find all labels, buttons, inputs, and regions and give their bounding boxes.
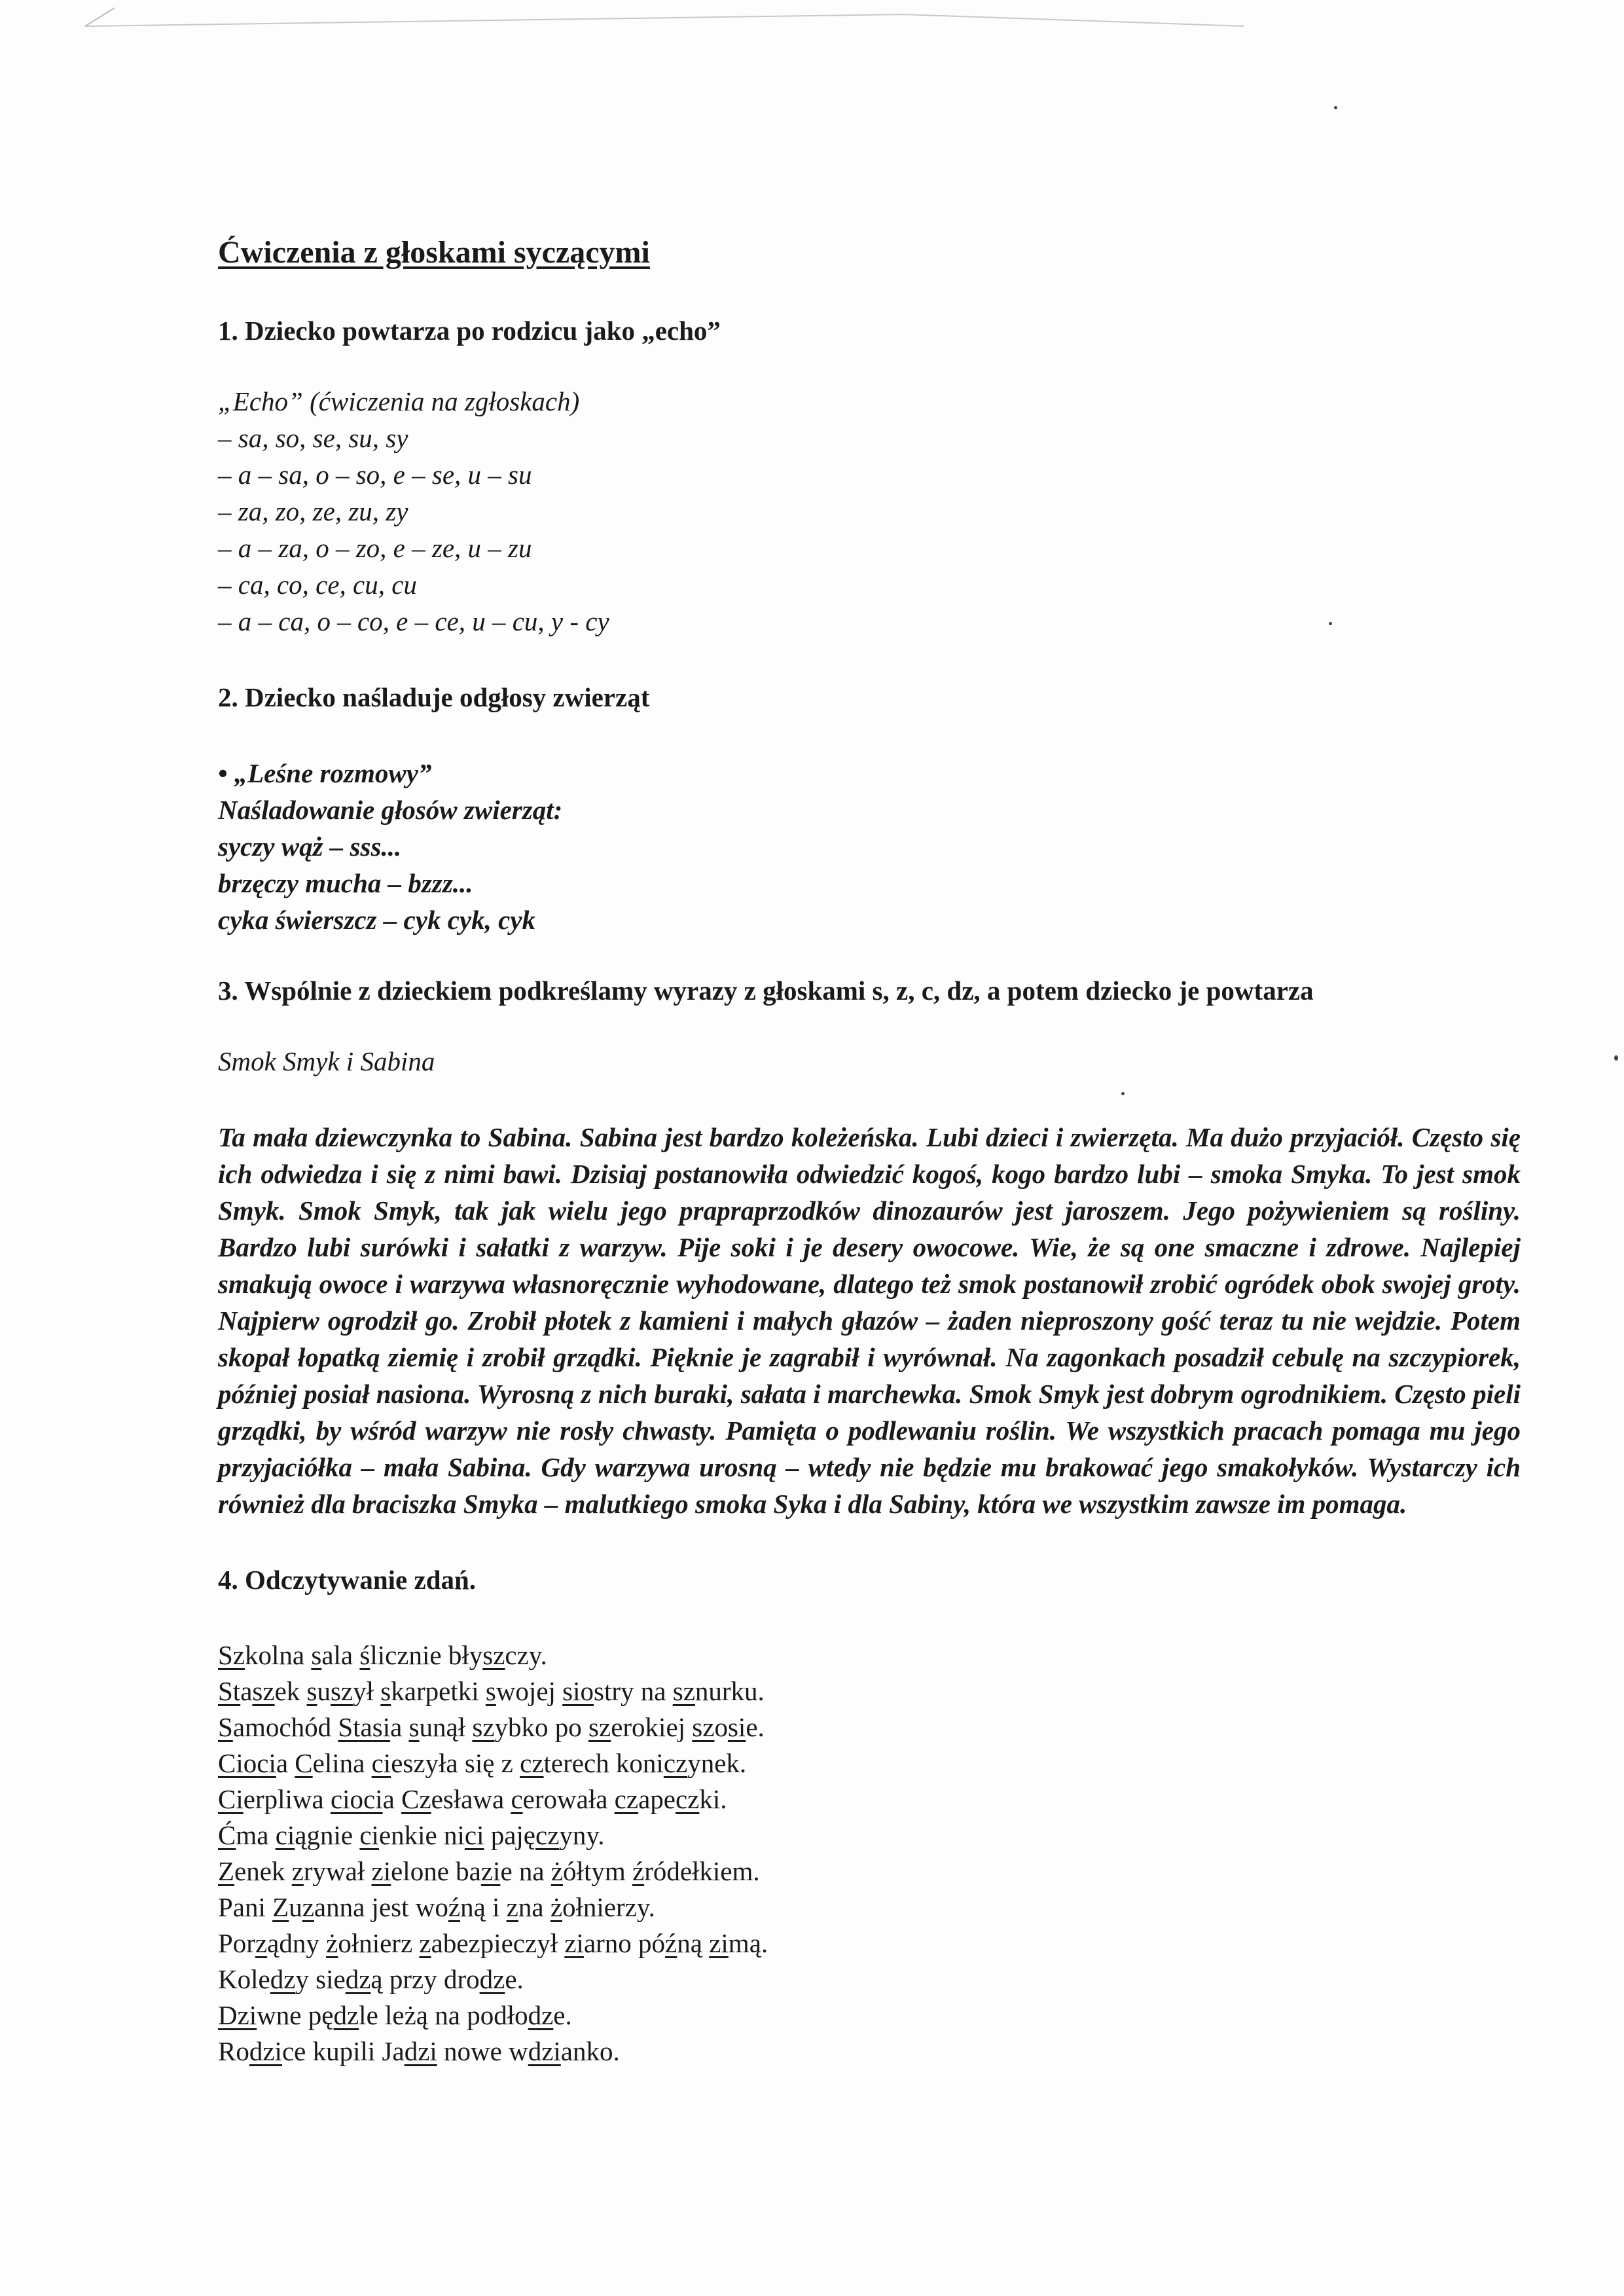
sentence-text: e na bbox=[500, 1856, 551, 1886]
sentence-text: e. bbox=[553, 2000, 572, 2030]
underlined-sound: cz bbox=[663, 1748, 688, 1778]
sentence-text: na bbox=[518, 1892, 550, 1922]
sentence-text: elone ba bbox=[391, 1856, 481, 1886]
document-body bbox=[218, 232, 1521, 2069]
section-4-heading: 4. Odczytywanie zdań. bbox=[218, 1565, 477, 1595]
reading-sentence bbox=[218, 1925, 1521, 1961]
underlined-sound: sz bbox=[472, 1712, 495, 1742]
sentence-text: ybko po bbox=[494, 1712, 589, 1742]
underlined-sound: Cz bbox=[401, 1784, 431, 1814]
underlined-sound: z bbox=[302, 1892, 314, 1922]
sentence-text: u bbox=[289, 1892, 302, 1922]
sentence-text: eszyła się z bbox=[391, 1748, 520, 1778]
section-2-heading: 2. Dziecko naśladuje odgłosy zwierząt bbox=[218, 682, 650, 712]
sentence-text: terech koni bbox=[543, 1748, 664, 1778]
underlined-sound: sz bbox=[692, 1712, 715, 1742]
underlined-sound: s bbox=[485, 1676, 496, 1706]
sentence-text: Pani bbox=[218, 1892, 273, 1922]
sentence-text: ynek. bbox=[687, 1748, 747, 1778]
sentence-text: ki. bbox=[699, 1784, 727, 1814]
sentence-text: ołnierzy. bbox=[562, 1892, 655, 1922]
sentence-text: a bbox=[390, 1712, 409, 1742]
underlined-sound: ś bbox=[359, 1640, 370, 1670]
echo-line: – a – ca, o – co, e – ce, u – cu, y - cy bbox=[218, 606, 609, 636]
underlined-sound: ci bbox=[371, 1748, 391, 1778]
underlined-sound: ci bbox=[363, 1784, 383, 1814]
sentence-text: u bbox=[317, 1676, 331, 1706]
sentence-text: paję bbox=[484, 1820, 536, 1850]
story-text: Ta mała dziewczynka to Sabina. Sabina jest bardzo koleżeńska. Lubi dzieci i zwierzęta. Ma dużo przyjaciół. Często się ich odwiedza i się z nimi bawi. Dzisiaj postanowiła odwiedzić kogoś, kogo bardzo lubi – smoka Smyka. To jest smok Smyk. Smok Smyk, tak jak wielu jego prapraprzodków dinozaurów jest jaroszem. Jego pożywieniem są rośliny. Bardzo lubi surówki i sałatki z warzyw. Pije soki i je desery owocowe. Wie, że są one smaczne i zdrowe. Najlepiej smakują owoce i warzywa własnoręcznie wyhodowane, dlatego też smok postanowił zrobić ogródek obok swojej groty. Najpierw ogrodził go. Zrobił płotek z kamieni i małych głazów – żaden nieproszony gość teraz tu nie wejdzie. Potem skopał łopatką ziemię i zrobił grządki. Pięknie je zagrabił i wyrównał. Na zagonkach posadził cebulę na szczypiorek, później posiał nasiona. Wyrosną z nich buraki, sałata i marchewka. Smok Smyk jest dobrym ogrodnikiem. Często pieli grządki, by wśród warzyw nie rosły chwasty. Pamięta o podlewaniu roślin. We wszystkich pracach pomaga mu jego przyjaciółka – mała Sabina. Gdy warzywa urosną – wtedy nie będzie mu brakować jego smakołyków. Wystarczy ich również dla braciszka Smyka – malutkiego smoka Syka i dla Sabiny, która we wszystkim zawsze im pomaga. bbox=[218, 1122, 1521, 1519]
underlined-sound: z bbox=[506, 1892, 518, 1922]
underlined-sound: dzi bbox=[249, 2036, 282, 2066]
underlined-sound: Cio bbox=[218, 1748, 257, 1778]
underlined-sound: dz bbox=[270, 1964, 296, 1994]
sentence-text: ółtym bbox=[563, 1856, 632, 1886]
sentence-text: erowała bbox=[522, 1784, 615, 1814]
sentence-text: mą. bbox=[728, 1928, 768, 1958]
underlined-sound: ż bbox=[550, 1856, 564, 1886]
underlined-sound: ź bbox=[448, 1892, 461, 1922]
underlined-sound: Ć bbox=[218, 1820, 236, 1850]
sentence-text: esława bbox=[431, 1784, 511, 1814]
sentence-text: Ro bbox=[218, 2036, 249, 2066]
animal-sound-line: Naśladowanie głosów zwierząt: bbox=[218, 795, 563, 825]
sentence-text: y sie bbox=[295, 1964, 346, 1994]
underlined-sound: s bbox=[408, 1712, 420, 1742]
sentence-text: licznie bły bbox=[370, 1640, 483, 1670]
underlined-sound: dzi bbox=[404, 2036, 437, 2066]
sentence-text: ył bbox=[353, 1676, 381, 1706]
sentence-text: arno pó bbox=[583, 1928, 666, 1958]
sentence-text: e. bbox=[505, 1964, 524, 1994]
sentence-text: e. bbox=[746, 1712, 765, 1742]
story-title: Smok Smyk i Sabina bbox=[218, 1046, 435, 1076]
sentence-text: ną bbox=[677, 1928, 710, 1958]
sentence-text: a bbox=[382, 1784, 402, 1814]
sentence-text: ala bbox=[321, 1640, 360, 1670]
underlined-sound: dz bbox=[333, 2000, 359, 2030]
sentence-text: elina bbox=[312, 1748, 372, 1778]
sentence-text: stry na bbox=[594, 1676, 673, 1706]
animal-sound-line: • „Leśne rozmowy” bbox=[218, 758, 432, 788]
sentence-text: le leżą na podło bbox=[359, 2000, 528, 2030]
scan-edge-mark bbox=[0, 0, 1624, 59]
sentence-text: karpetki bbox=[391, 1676, 486, 1706]
reading-sentence bbox=[218, 1709, 1521, 1745]
underlined-sound: Ci bbox=[218, 1784, 244, 1814]
echo-line: – ca, co, ce, cu, cu bbox=[218, 570, 417, 600]
underlined-sound: cz bbox=[520, 1748, 544, 1778]
underlined-sound: Z bbox=[272, 1892, 289, 1922]
underlined-sound: ci bbox=[257, 1748, 276, 1778]
sentence-text: anna jest wo bbox=[314, 1892, 448, 1922]
underlined-sound: s bbox=[380, 1676, 391, 1706]
underlined-sound: si bbox=[727, 1712, 746, 1742]
underlined-sound: zi bbox=[709, 1928, 729, 1958]
echo-line: – a – sa, o – so, e – se, u – su bbox=[218, 460, 532, 490]
sentence-text: Por bbox=[218, 1928, 255, 1958]
underlined-sound: dz bbox=[479, 1964, 505, 1994]
echo-line: – za, zo, ze, zu, zy bbox=[218, 496, 408, 526]
echo-line: „Echo” (ćwiczenia na zgłoskach) bbox=[218, 386, 580, 416]
reading-sentence bbox=[218, 1781, 1521, 1817]
underlined-sound: cio bbox=[330, 1784, 364, 1814]
underlined-sound: z bbox=[419, 1928, 431, 1958]
underlined-sound: cz bbox=[675, 1784, 700, 1814]
sentence-text: a bbox=[240, 1676, 253, 1706]
reading-sentence bbox=[218, 1889, 1521, 1925]
underlined-sound: dzi bbox=[528, 2036, 561, 2066]
echo-line: – sa, so, se, su, sy bbox=[218, 423, 408, 453]
reading-sentence bbox=[218, 1745, 1521, 1781]
underlined-sound: Dzi bbox=[218, 2000, 257, 2030]
sentence-text: ek bbox=[274, 1676, 307, 1706]
underlined-sound: ci bbox=[464, 1820, 484, 1850]
sentence-text: erokiej bbox=[611, 1712, 693, 1742]
sentence-text: ą przy dro bbox=[370, 1964, 480, 1994]
underlined-sound: dz bbox=[345, 1964, 371, 1994]
sentence-text: rywał bbox=[303, 1856, 372, 1886]
underlined-sound: si bbox=[372, 1712, 391, 1742]
reading-sentences-list bbox=[218, 1637, 1521, 2069]
echo-line: – a – za, o – zo, e – ze, u – zu bbox=[218, 533, 532, 563]
sentence-text: wojej bbox=[496, 1676, 563, 1706]
underlined-sound: cz bbox=[614, 1784, 639, 1814]
underlined-sound: sz bbox=[672, 1676, 695, 1706]
sentence-text: enek bbox=[234, 1856, 292, 1886]
sentence-text: ołnierz bbox=[338, 1928, 420, 1958]
echo-exercise-list bbox=[218, 383, 1521, 640]
underlined-sound: sz bbox=[588, 1712, 611, 1742]
underlined-sound: sio bbox=[562, 1676, 594, 1706]
reading-sentence bbox=[218, 1817, 1521, 1853]
underlined-sound: z bbox=[255, 1928, 268, 1958]
underlined-sound: C bbox=[295, 1748, 313, 1778]
animal-sound-line: cyka świerszcz – cyk cyk, cyk bbox=[218, 905, 535, 935]
underlined-sound: z bbox=[291, 1856, 304, 1886]
sentence-text: nowe w bbox=[437, 2036, 528, 2066]
sentence-text: ną i bbox=[460, 1892, 507, 1922]
sentence-text: erpliwa bbox=[243, 1784, 331, 1814]
sentence-text: a bbox=[276, 1748, 295, 1778]
sentence-text: ce kupili Ja bbox=[281, 2036, 405, 2066]
animal-sound-line: brzęczy mucha – bzzz... bbox=[218, 868, 473, 898]
animal-sounds-list bbox=[218, 755, 1521, 938]
page-title: Ćwiczenia z głoskami syczącymi bbox=[218, 235, 650, 270]
underlined-sound: dz bbox=[528, 2000, 554, 2030]
reading-sentence bbox=[218, 1673, 1521, 1709]
underlined-sound: Sta bbox=[338, 1712, 372, 1742]
scan-speck bbox=[1614, 1055, 1618, 1061]
reading-sentence bbox=[218, 1961, 1521, 1997]
sentence-text: nurku. bbox=[695, 1676, 765, 1706]
underlined-sound: sz bbox=[252, 1676, 275, 1706]
underlined-sound: Z bbox=[218, 1856, 235, 1886]
underlined-sound: ż bbox=[550, 1892, 563, 1922]
sentence-text: enkie ni bbox=[378, 1820, 465, 1850]
underlined-sound: s bbox=[311, 1640, 322, 1670]
sentence-text: wne pę bbox=[257, 2000, 334, 2030]
animal-sound-line: syczy wąż – sss... bbox=[218, 831, 402, 862]
sentence-text: Kole bbox=[218, 1964, 270, 1994]
sentence-text: ądny bbox=[267, 1928, 327, 1958]
sentence-text: yny. bbox=[559, 1820, 605, 1850]
underlined-sound: c bbox=[511, 1784, 523, 1814]
underlined-sound: ź bbox=[632, 1856, 645, 1886]
sentence-text: abezpieczył bbox=[431, 1928, 565, 1958]
underlined-sound: s bbox=[306, 1676, 317, 1706]
sentence-text: kolna bbox=[245, 1640, 312, 1670]
underlined-sound: zi bbox=[480, 1856, 501, 1886]
reading-sentence bbox=[218, 1853, 1521, 1889]
underlined-sound: ż bbox=[326, 1928, 338, 1958]
sentence-text: ągnie bbox=[295, 1820, 360, 1850]
sentence-text: o bbox=[714, 1712, 728, 1742]
reading-sentence bbox=[218, 1637, 1521, 1673]
underlined-sound: ci bbox=[359, 1820, 379, 1850]
sentence-text: ma bbox=[236, 1820, 276, 1850]
underlined-sound: Sz bbox=[218, 1640, 245, 1670]
underlined-sound: zi bbox=[564, 1928, 584, 1958]
sentence-text: ape bbox=[638, 1784, 676, 1814]
underlined-sound: zi bbox=[371, 1856, 391, 1886]
reading-sentence bbox=[218, 2033, 1521, 2069]
sentence-text: ródełkiem. bbox=[644, 1856, 760, 1886]
section-3-heading: 3. Wspólnie z dzieckiem podkreślamy wyrazy z głoskami s, z, c, dz, a potem dziecko je powtarza bbox=[218, 975, 1314, 1006]
underlined-sound: cz bbox=[535, 1820, 560, 1850]
underlined-sound: ci bbox=[275, 1820, 295, 1850]
scan-speck bbox=[1334, 106, 1337, 109]
underlined-sound: St bbox=[218, 1676, 241, 1706]
underlined-sound: S bbox=[218, 1712, 233, 1742]
sentence-text: amochód bbox=[232, 1712, 338, 1742]
sentence-text: czy. bbox=[505, 1640, 547, 1670]
sentence-text: anko. bbox=[560, 2036, 620, 2066]
underlined-sound: ź bbox=[665, 1928, 677, 1958]
underlined-sound: sz bbox=[330, 1676, 353, 1706]
underlined-sound: sz bbox=[482, 1640, 505, 1670]
sentence-text: unął bbox=[419, 1712, 473, 1742]
reading-sentence bbox=[218, 1997, 1521, 2033]
section-1-heading: 1. Dziecko powtarza po rodzicu jako „echo” bbox=[218, 316, 721, 346]
